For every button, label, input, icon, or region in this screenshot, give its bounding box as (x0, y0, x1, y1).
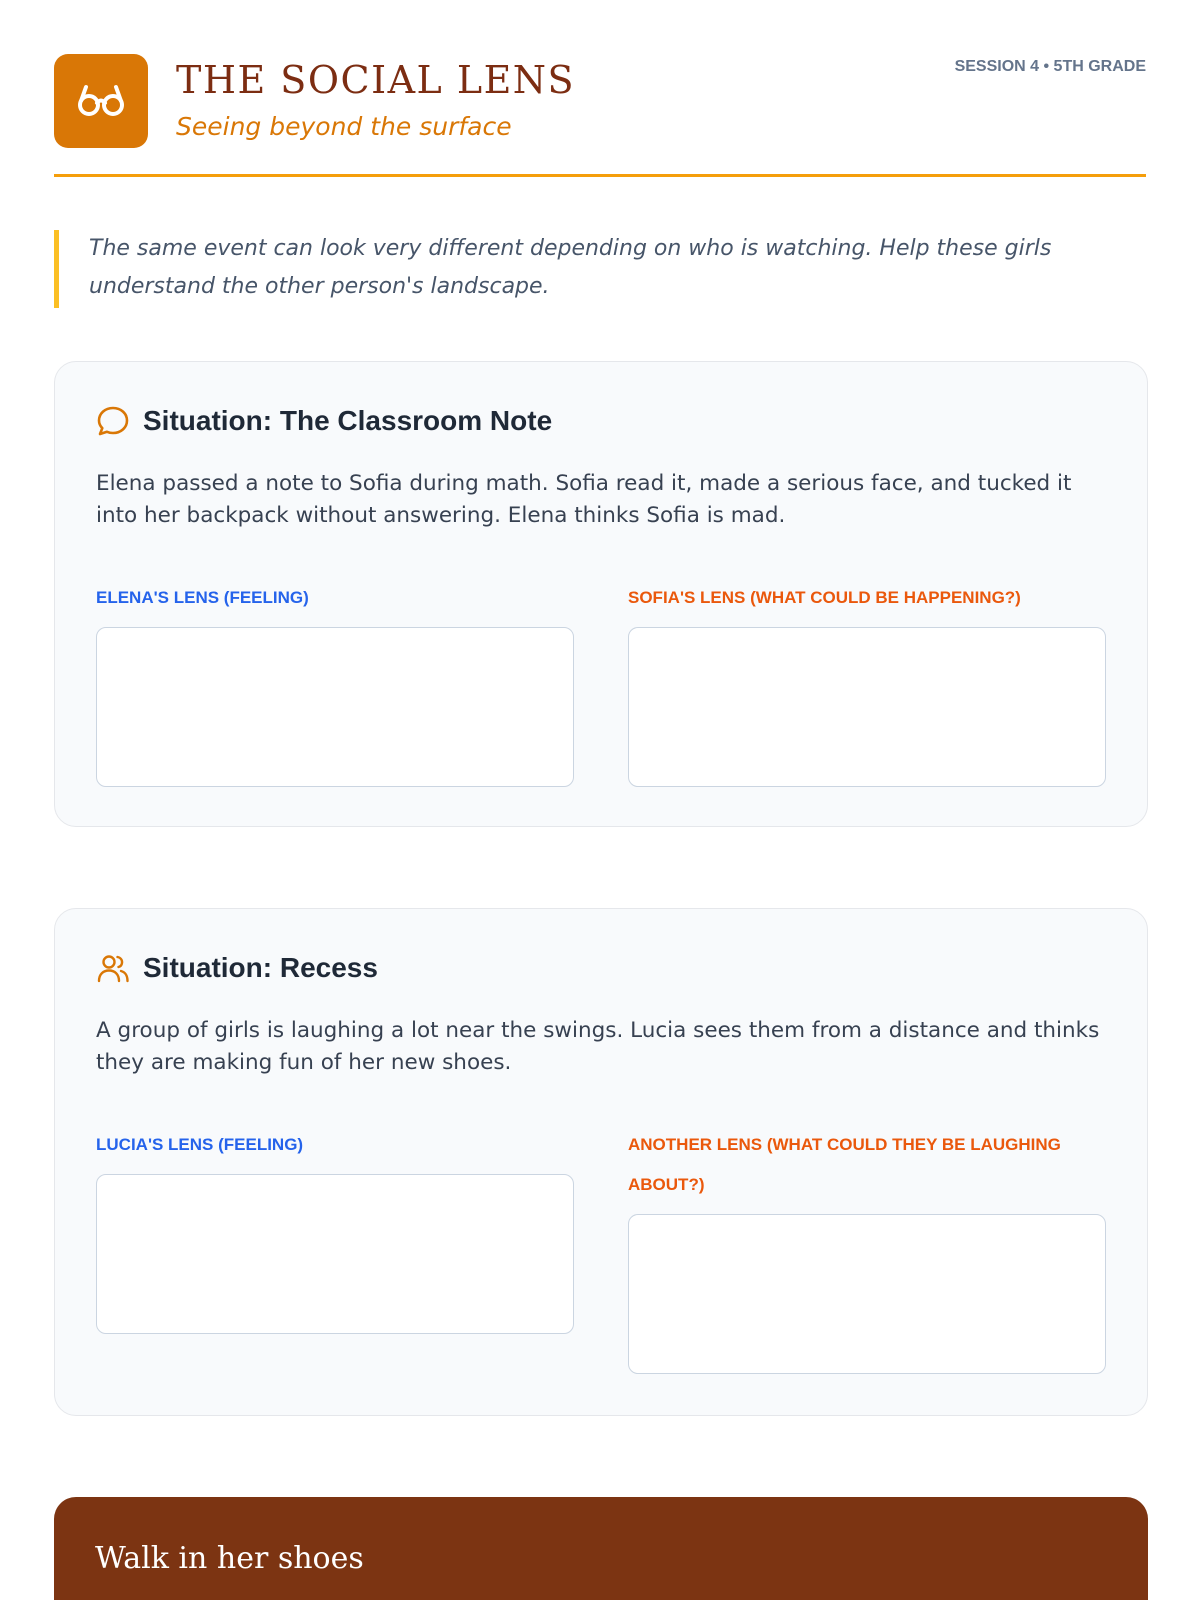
situation-title: Situation: The Classroom Note (143, 405, 553, 436)
sofia-lens-label: SOFIA'S LENS (WHAT COULD BE HAPPENING?) (628, 588, 1021, 607)
page-subtitle: Seeing beyond the surface (176, 112, 512, 141)
another-lens-input[interactable] (628, 1214, 1106, 1374)
lucia-lens-label: LUCIA'S LENS (FEELING) (96, 1135, 304, 1154)
glasses-icon (75, 81, 127, 121)
situation-card-classroom-note (54, 361, 1148, 827)
lucia-lens-input[interactable] (96, 1174, 574, 1334)
intro-quote: The same event can look very different depending on who is watching. Help these girls understand the other person's landscape. (54, 230, 1146, 308)
header-divider (54, 174, 1146, 177)
situation-title: Situation: Recess (143, 952, 378, 983)
session-badge: SESSION 4 • 5TH GRADE (954, 58, 1146, 75)
sofia-lens-input[interactable] (628, 627, 1106, 787)
footer-title: Walk in her shoes (95, 1541, 364, 1576)
situation-text: Elena passed a note to Sofia during math. Sofia read it, made a serious face, and tucked it into her backpack without answering. Elena thinks Sofia is mad. (96, 471, 1072, 528)
situation-header (96, 951, 378, 985)
another-lens-label: ANOTHER LENS (WHAT COULD THEY BE LAUGHING ABOUT?) (628, 1135, 1061, 1194)
speech-bubble-icon (96, 404, 130, 438)
users-icon (96, 951, 130, 985)
logo (54, 54, 148, 148)
situation-text: A group of girls is laughing a lot near the swings. Lucia sees them from a distance and thinks they are making fun of her new shoes. (96, 1018, 1100, 1075)
page-title: THE SOCIAL LENS (176, 58, 576, 102)
elena-lens-input[interactable] (96, 627, 574, 787)
walk-in-her-shoes-card (54, 1497, 1148, 1600)
page-header (54, 54, 1146, 178)
situation-card-recess (54, 908, 1148, 1416)
situation-header (96, 404, 552, 438)
elena-lens-label: ELENA'S LENS (FEELING) (96, 588, 309, 607)
